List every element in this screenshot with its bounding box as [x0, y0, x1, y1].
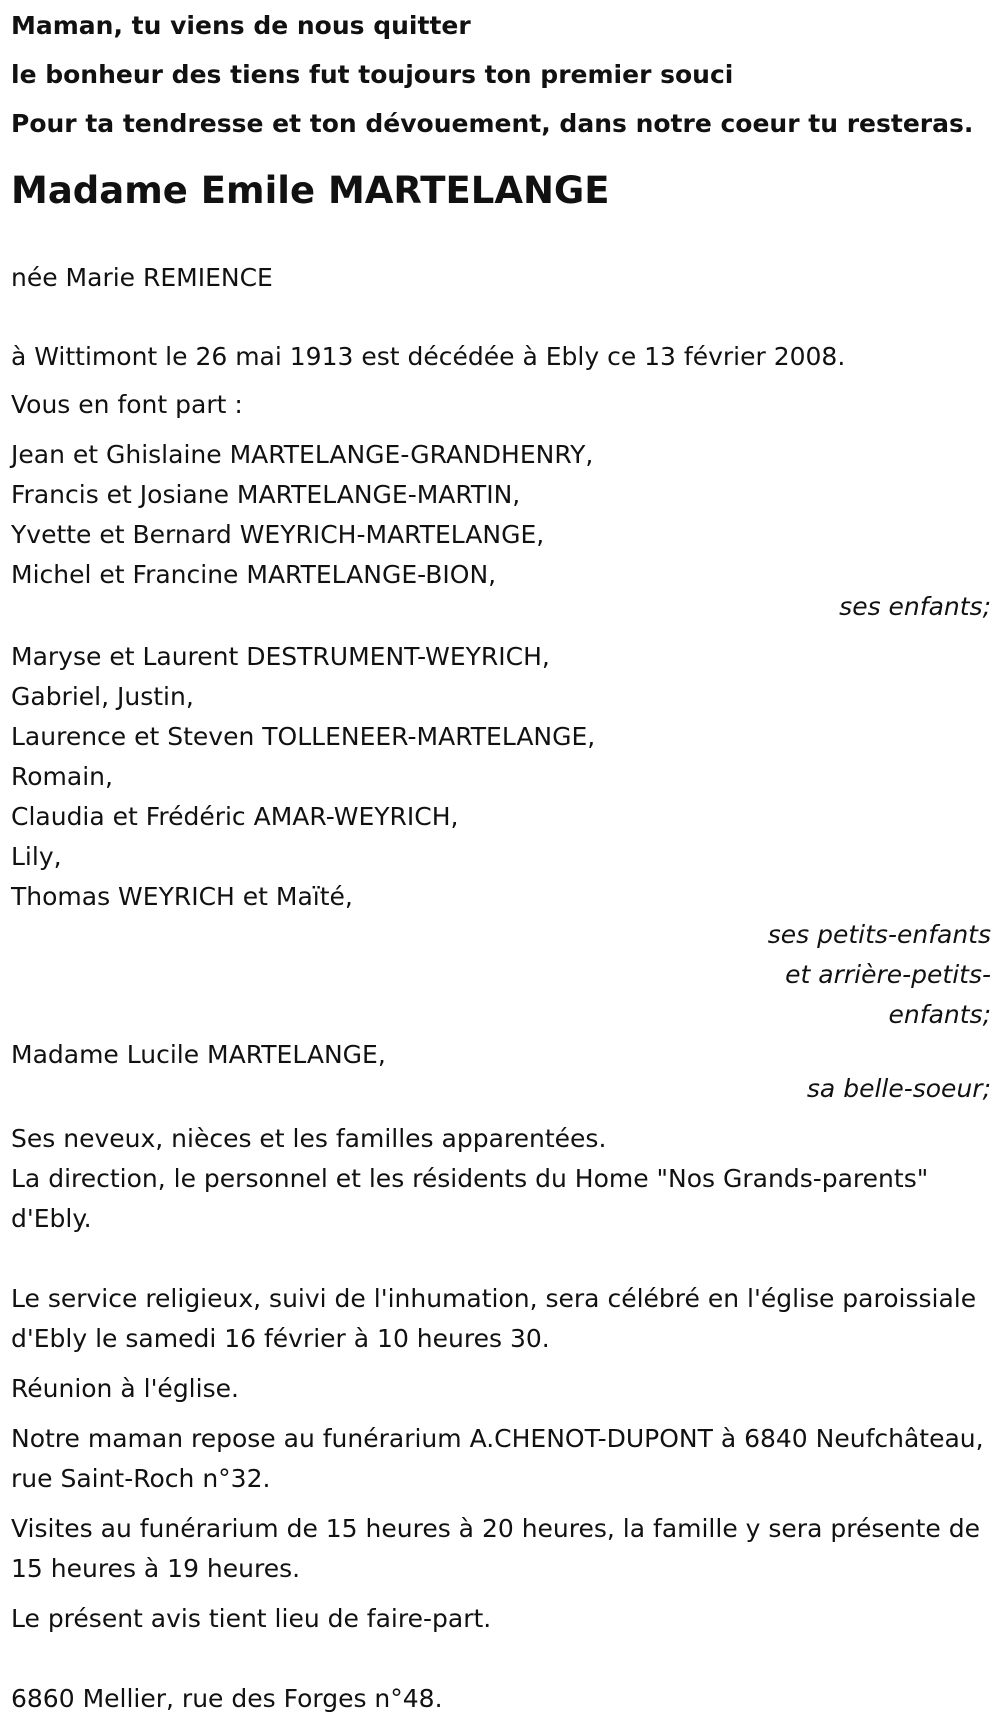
relatives-line: Ses neveux, nièces et les familles apparentées.: [11, 1124, 607, 1153]
poem-line-3: Pour ta tendresse et ton dévouement, dans notre coeur tu resteras.: [11, 109, 974, 138]
meeting-place: Réunion à l'église.: [11, 1374, 239, 1403]
other-mourners: [11, 1119, 991, 1239]
children-group: [11, 435, 991, 627]
sister-in-law-relation: sa belle-soeur;: [806, 1074, 991, 1103]
grandchildren-relation-line-2: et arrière-petits-: [785, 960, 991, 989]
grandchild-entry: Thomas WEYRICH et Maïté,: [11, 882, 353, 911]
grandchildren-group: [11, 637, 991, 1035]
grandchild-entry: Claudia et Frédéric AMAR-WEYRICH,: [11, 802, 459, 831]
grandchild-entry: Lily,: [11, 842, 62, 871]
intro-text: Vous en font part :: [11, 390, 243, 419]
service-details: Le service religieux, suivi de l'inhumation, sera célébré en l'église paroissiale d'Ebly le samedi 16 février à 10 heures 30.: [11, 1284, 977, 1353]
child-entry: Yvette et Bernard WEYRICH-MARTELANGE,: [11, 520, 545, 549]
poem-line-2: le bonheur des tiens fut toujours ton premier souci: [11, 60, 734, 89]
child-entry: Michel et Francine MARTELANGE-BION,: [11, 560, 497, 589]
notice-statement: Le présent avis tient lieu de faire-part.: [11, 1604, 492, 1633]
child-entry: Francis et Josiane MARTELANGE-MARTIN,: [11, 480, 521, 509]
home-staff-line: La direction, le personnel et les résidents du Home "Nos Grands-parents" d'Ebly.: [11, 1164, 929, 1233]
sister-in-law-name: Madame Lucile MARTELANGE,: [11, 1040, 386, 1069]
poem-line-1: Maman, tu viens de nous quitter: [11, 11, 471, 40]
poem: [11, 1, 991, 148]
birth-death-dates: à Wittimont le 26 mai 1913 est décédée à Ebly ce 13 février 2008.: [11, 342, 846, 371]
deceased-name: Madame Emile MARTELANGE: [11, 169, 610, 212]
grandchildren-relation-line-3: enfants;: [888, 1000, 991, 1029]
maiden-name: née Marie REMIENCE: [11, 263, 273, 292]
visiting-hours: Visites au funérarium de 15 heures à 20 heures, la famille y sera présente de 15 heures à 19 heures.: [11, 1514, 980, 1583]
child-entry: Jean et Ghislaine MARTELANGE-GRANDHENRY,: [11, 440, 594, 469]
grandchild-entry: Gabriel, Justin,: [11, 682, 194, 711]
children-relation: ses enfants;: [839, 592, 991, 621]
grandchildren-relation-line-1: ses petits-enfants: [767, 920, 991, 949]
sister-in-law-group: [11, 1035, 991, 1109]
obituary-notice: [11, 0, 991, 1719]
grandchild-entry: Laurence et Steven TOLLENEER-MARTELANGE,: [11, 722, 596, 751]
grandchild-entry: Romain,: [11, 762, 113, 791]
funerarium-details: Notre maman repose au funérarium A.CHENOT-DUPONT à 6840 Neufchâteau, rue Saint-Roch n°32.: [11, 1424, 984, 1493]
grandchild-entry: Maryse et Laurent DESTRUMENT-WEYRICH,: [11, 642, 550, 671]
family-address: 6860 Mellier, rue des Forges n°48.: [11, 1684, 443, 1713]
